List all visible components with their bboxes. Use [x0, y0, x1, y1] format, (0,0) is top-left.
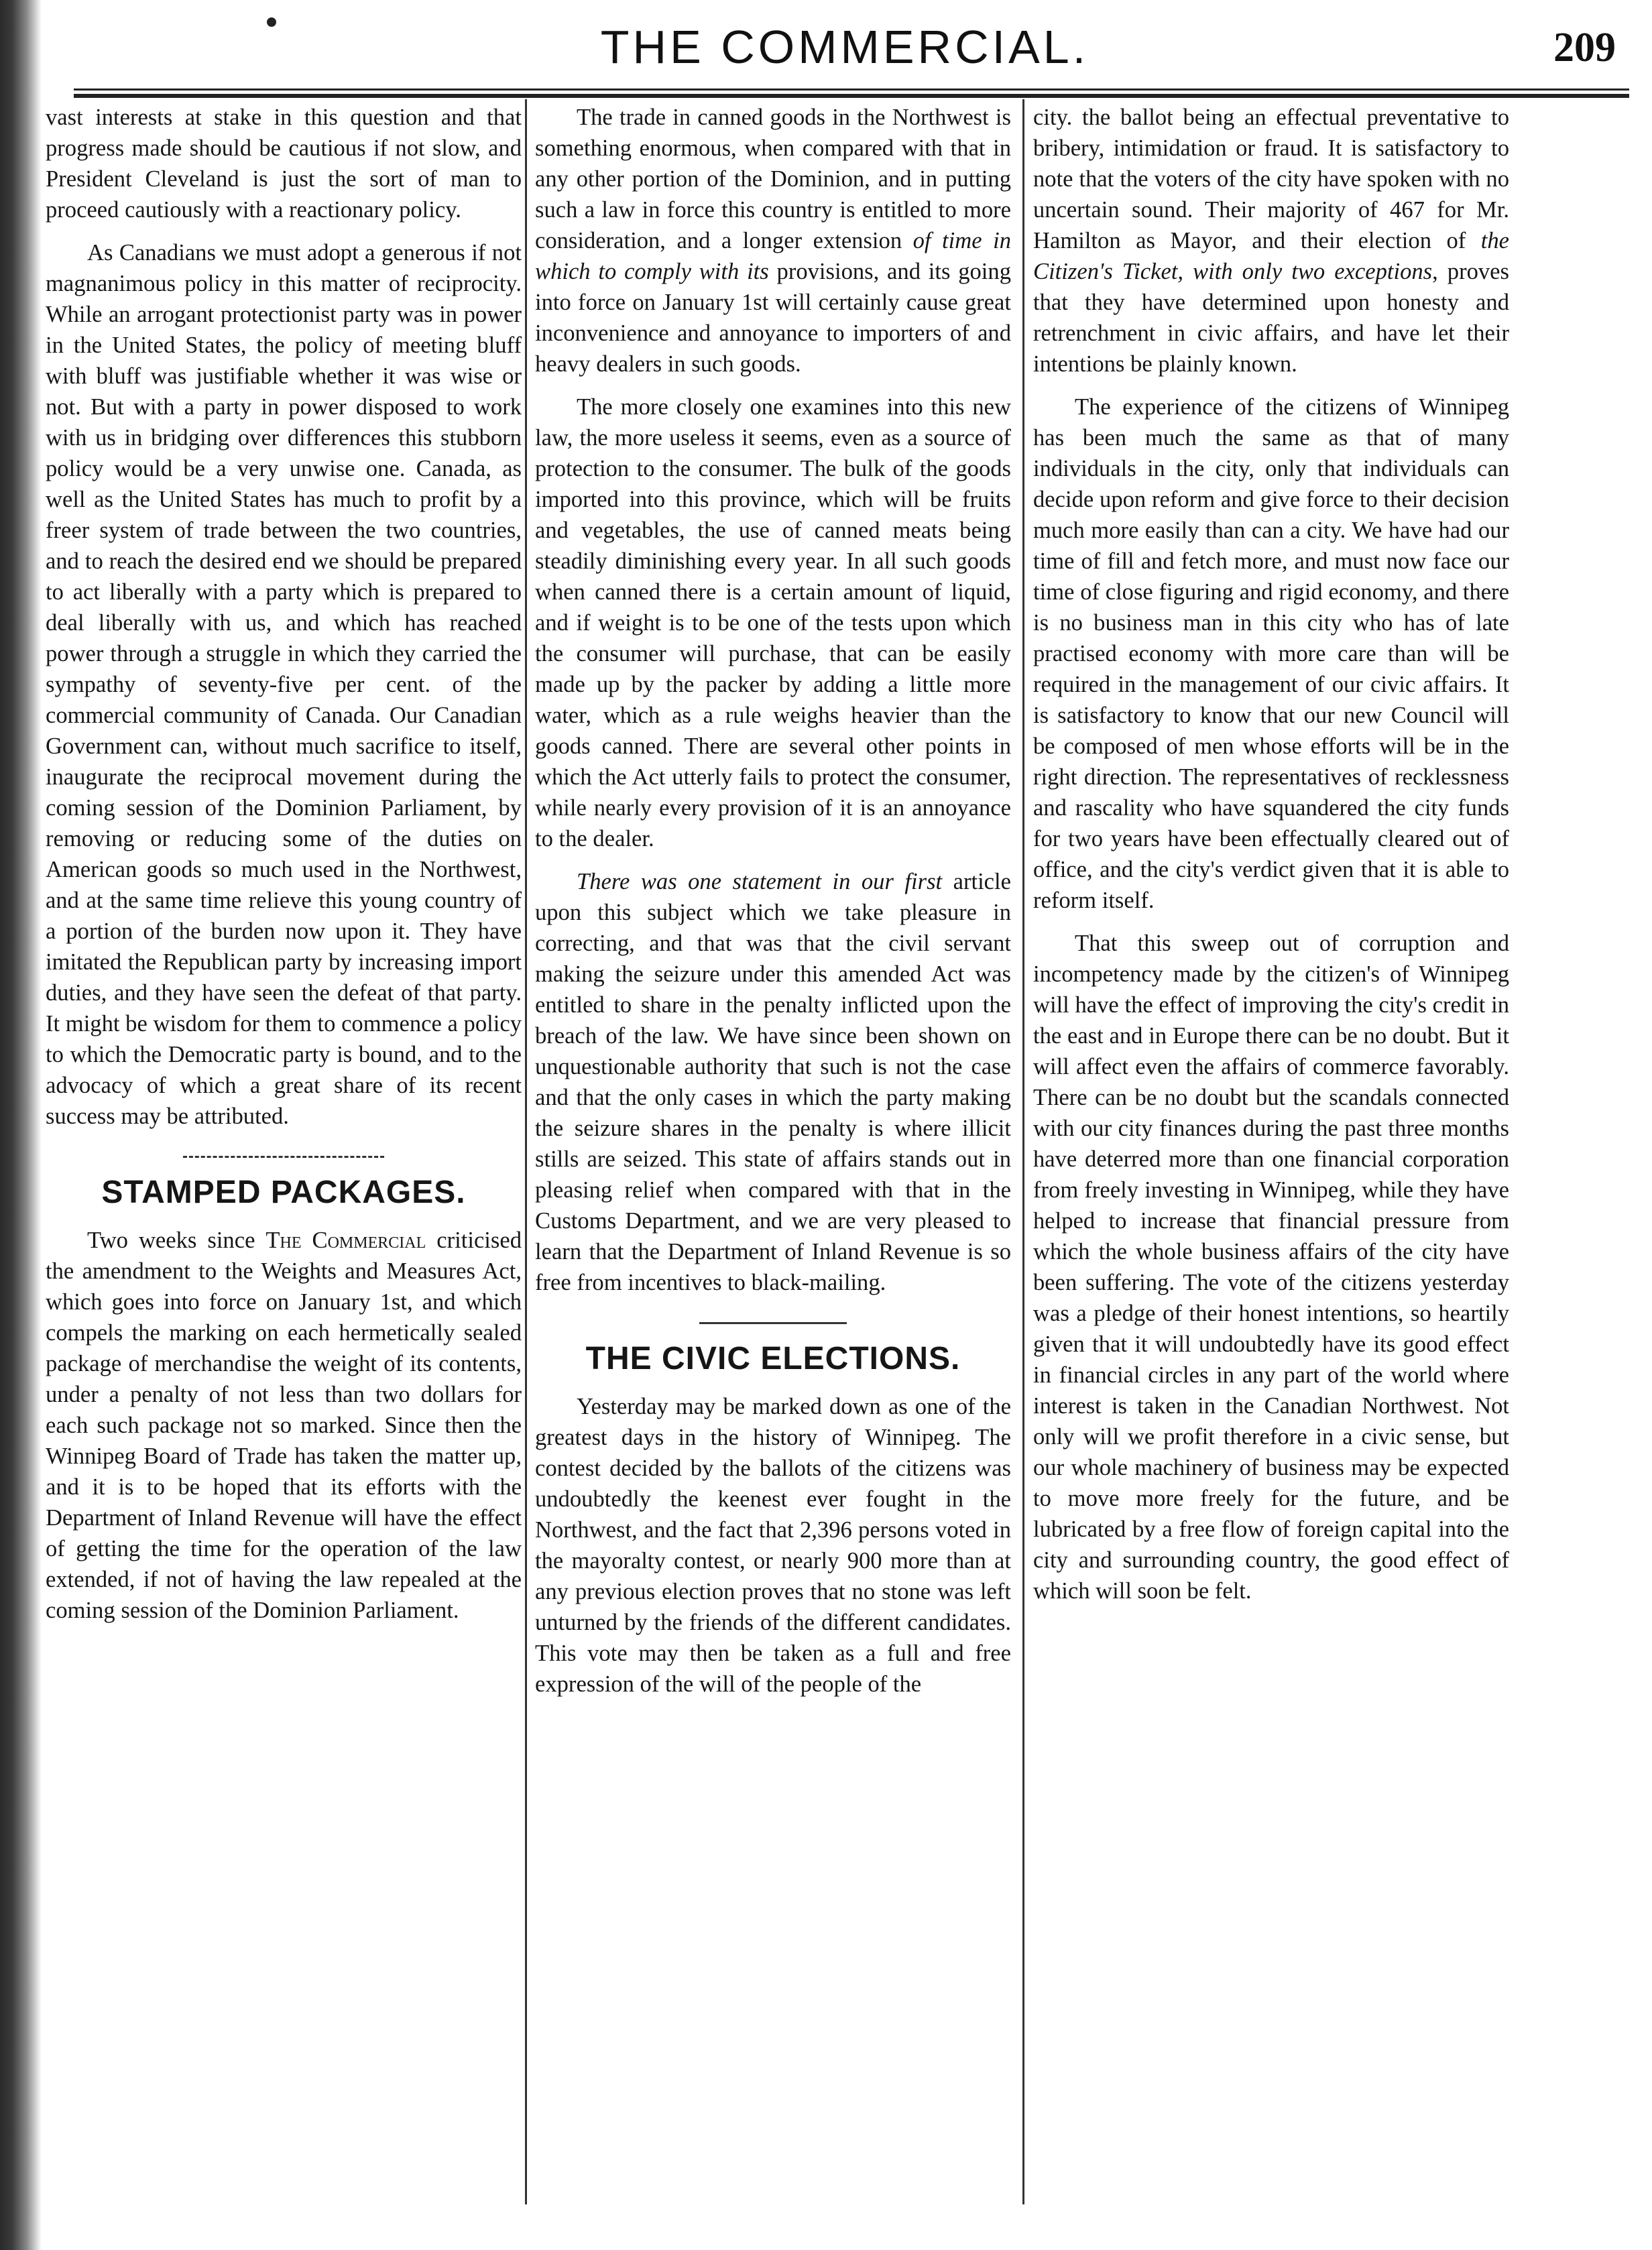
article-paragraph: city. the ballot being an effectual preventative to bribery, intimidation or fraud. It is satisfactory to note that the voters of the city have spoken with no uncertain sound. Their majority of 467 for Mr. Hamilton as Mayor, and their election of the Citizen's Ticket, with only two exceptions, proves that they have determined upon honesty and retrenchment in civic affairs, and have let their intentions be plainly known. — [1033, 105, 1509, 377]
section-separator — [699, 1322, 847, 1325]
page-number: 209 — [1553, 25, 1616, 70]
article-paragraph: As Canadians we must adopt a generous if not magnanimous policy in this matter of reciprocity. While an arrogant protectionist party was in power in the United States, the policy of meeting bluff with bluff was justifiable whether it was wise or not. But with a party in power disposed to work with us in bridging over differences this stubborn policy would be a very unwise one. Canada, as well as the United States has much to profit by a freer system of trade between the two countries, and to reach the desired end we should be prepared to act liberally with a party which is prepared to deal liberally with us, and which has reached power through a struggle in which they carried the sympathy of seventy-five per cent. of the commercial community of Canada. Our Canadian Government can, without much sacrifice to itself, inaugurate the reciprocal movement during the coming session of the Dominion Parliament, by removing or reducing some of the duties on American goods so much used in the Northwest, and at the same time relieve this young country of a portion of the burden now upon it. They have imitated the Republican party by increasing import duties, and they have seen the defeat of that party. It might be wisdom for them to commence a policy to which the Democratic party is bound, and to the advocacy of which a great share of its recent success may be attributed. — [46, 240, 522, 1129]
article-paragraph: There was one statement in our first article upon this subject which we take pleasure in correcting, and that was that the civil servant making the seizure under this amended Act was entitled to share in the penalty inflicted upon the breach of the law. We have since been shown on unquestionable authority that such is not the case and that the only cases in which the party making the seizure shares in the penalty is where illicit stills are seized. This state of affairs stands out in pleasing relief when compared with that in the Customs Department, and we are very pleased to learn that the Department of Inland Revenue is so free from incentives to black-mailing. — [535, 869, 1011, 1295]
article-heading: STAMPED PACKAGES. — [101, 1175, 466, 1210]
article-paragraph: The more closely one examines into this new law, the more useless it seems, even as a source of protection to the consumer. The bulk of the goods imported into this province, which will be fruits and vegetables, the use of canned meats being steadily diminishing every year. In all such goods when canned there is a certain amount of liquid, and if weight is to be one of the tests upon which the consumer will purchase, that can be easily made up by the packer by adding a little more water, which as a rule weighs heavier than the goods canned. There are several other points in which the Act utterly fails to protect the consumer, while nearly every provision of it is an annoyance to the dealer. — [535, 394, 1011, 851]
column-divider-1 — [525, 99, 527, 2204]
binding-shadow — [0, 0, 42, 2250]
column-right — [1033, 102, 1509, 2194]
section-separator — [183, 1156, 384, 1159]
header-rule-thick — [74, 94, 1629, 98]
header-rule-thin — [74, 88, 1629, 91]
column-middle — [535, 102, 1011, 2194]
column-divider-2 — [1022, 99, 1024, 2204]
article-paragraph: vast interests at stake in this question and that progress made should be cautious if not slow, and President Cleveland is just the sort of man to proceed cautiously with a reactionary policy. — [46, 105, 522, 223]
masthead-title: THE COMMERCIAL. — [600, 21, 1089, 73]
article-heading: THE CIVIC ELECTIONS. — [585, 1341, 961, 1376]
article-paragraph: Yesterday may be marked down as one of the greatest days in the history of Winnipeg. The contest decided by the ballots of the citizens was undoubtedly the keenest ever fought in the Northwest, and the fact that 2,396 persons voted in the mayoralty contest, or nearly 900 more than at any previous election proves that no stone was left unturned by the friends of the different candidates. This vote may then be taken as a full and free expression of the will of the people of the — [535, 1394, 1011, 1697]
column-left — [46, 102, 522, 2194]
article-paragraph: The trade in canned goods in the Northwest is something enormous, when compared with that in any other portion of the Dominion, and in putting such a law in force this country is entitled to more consideration, and a longer extension of time in which to comply with its provisions, and its going into force on January 1st will certainly cause great inconvenience and annoyance to importers of and heavy dealers in such goods. — [535, 105, 1011, 377]
article-paragraph: The experience of the citizens of Winnipeg has been much the same as that of many individuals in the city, only that individuals can decide upon reform and give force to their decision much more easily than can a city. We have had our time of fill and fetch more, and must now face our time of close figuring and rigid economy, and there is no business man in this city who has of late practised economy with more care than will be required in the management of our civic affairs. It is satisfactory to know that our new Council will be composed of men whose efforts will be in the right direction. The representatives of recklessness and rascality who have squandered the city funds for two years have been effectually cleared out of office, and the city's verdict given that it is able to reform itself. — [1033, 394, 1509, 913]
article-paragraph: That this sweep out of corruption and incompetency made by the citizen's of Winnipeg will have the effect of improving the city's credit in the east and in Europe there can be no doubt. But it will affect even the affairs of commerce favorably. There can be no doubt but the scandals connected with our city finances during the past three months have deterred more than one financial corporation from freely investing in Winnipeg, while they have helped to increase that financial pressure from which the whole business affairs of the city have been suffering. The vote of the citizens yesterday was a pledge of their honest intentions, so heartily given that it will undoubtedly have its good effect in financial circles in any part of the world where interest is taken in the Canadian Northwest. Not only will we profit therefore in a civic sense, but our whole machinery of business may be expected to move more freely for the future, and be lubricated by a free flow of foreign capital into the city and surrounding country, the good effect of which will soon be felt. — [1033, 931, 1509, 1604]
print-speck — [267, 17, 276, 27]
article-paragraph: Two weeks since The Commercial criticised the amendment to the Weights and Measures Act, which goes into force on January 1st, and which compels the marking on each hermetically sealed package of merchandise the weight of its contents, under a penalty of not less than two dollars for each such package not so marked. Since then the Winnipeg Board of Trade has taken the matter up, and it is to be hoped that its efforts with the Department of Inland Revenue will have the effect of getting the time for the operation of the law extended, if not of having the law repealed at the coming session of the Dominion Parliament. — [46, 1228, 522, 1623]
